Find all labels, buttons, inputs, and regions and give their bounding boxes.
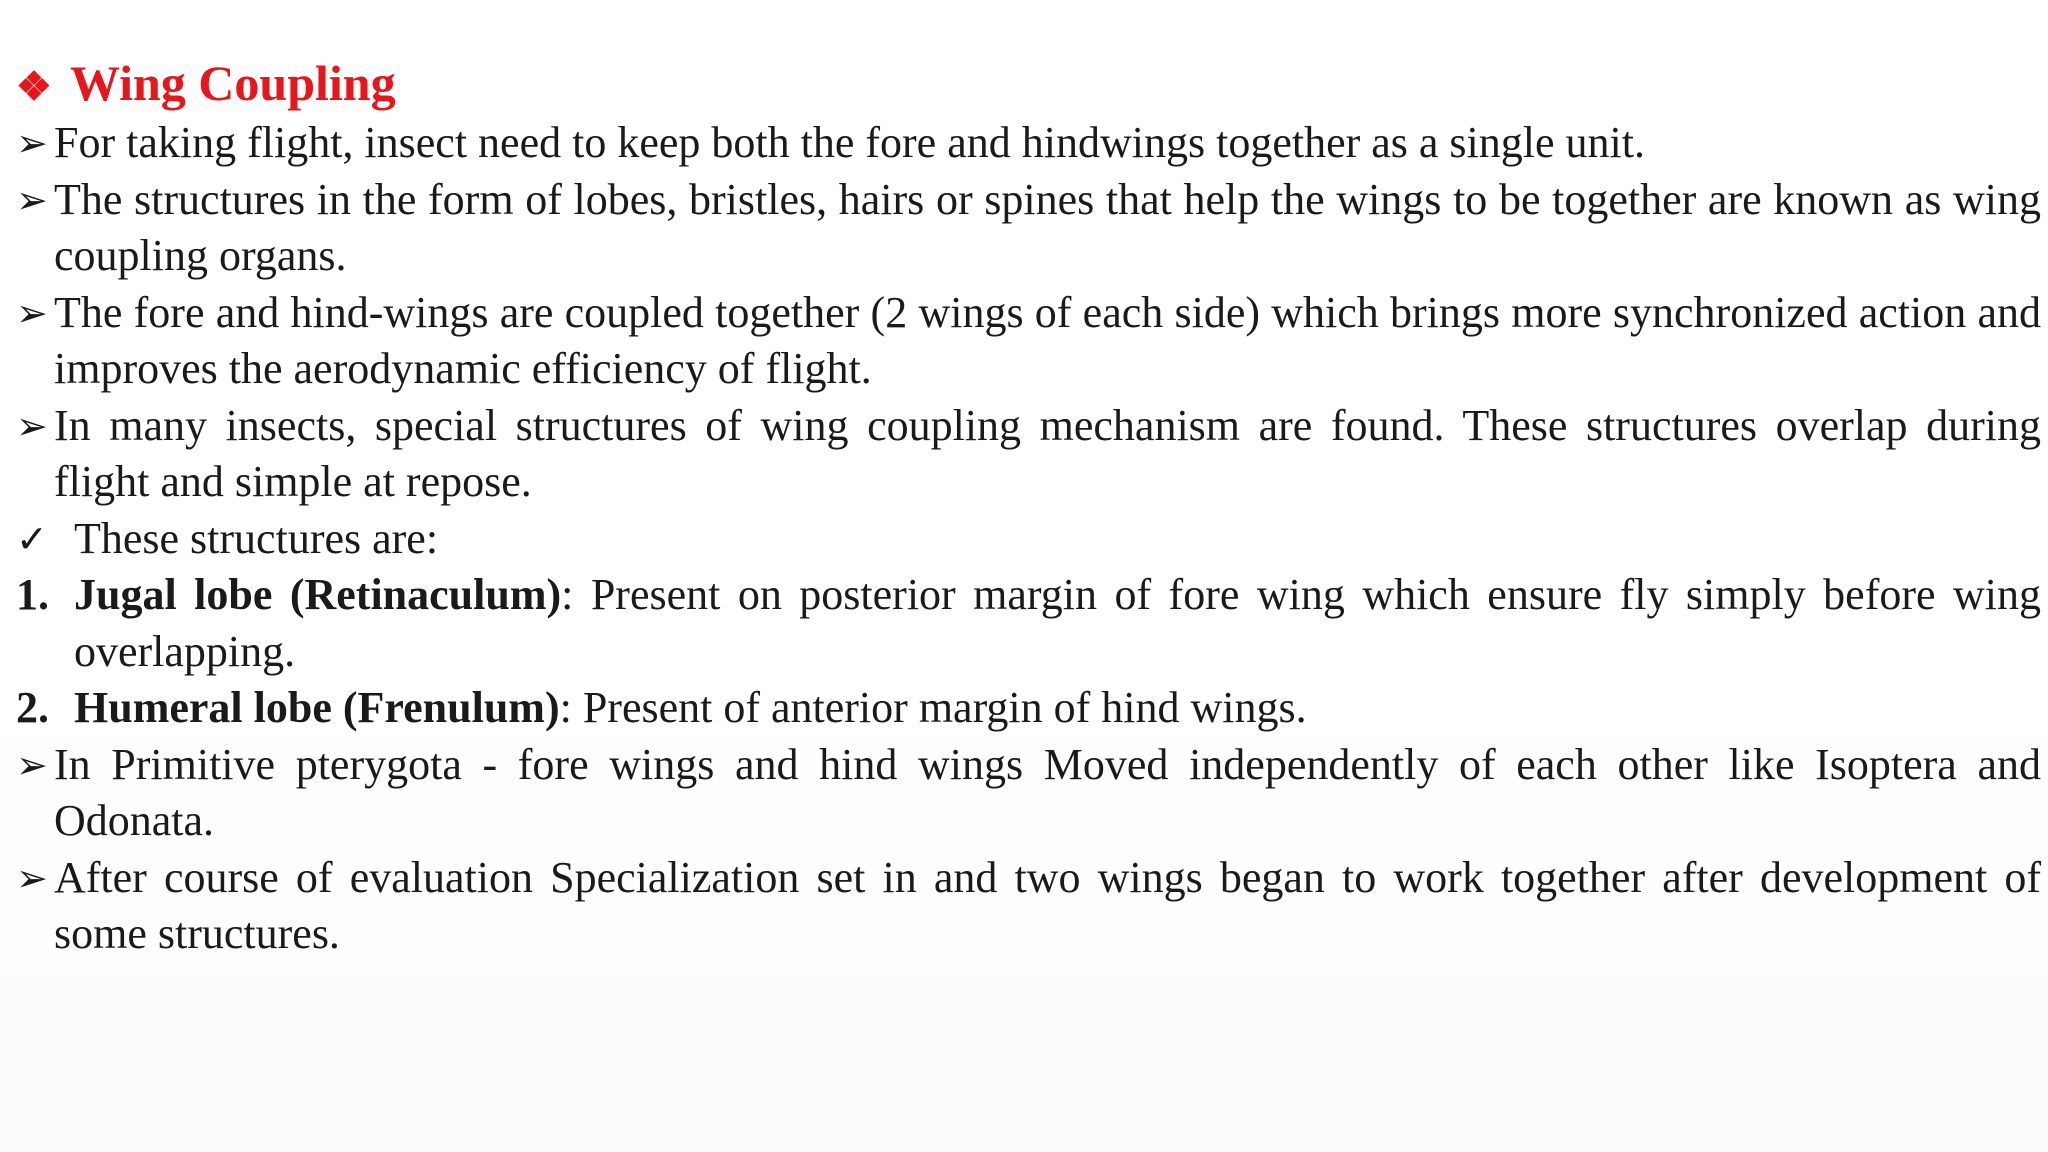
arrow-bullet-icon: ➢ [16,855,48,900]
checkmark-icon: ✓ [16,516,48,561]
numbered-item-description: : Present on posterior margin of fore wing which ensure fly simply before wing overlapping. [74,570,2041,676]
check-item-text: These structures are: [74,513,439,563]
bullet-text: After course of evaluation Specialization set in and two wings began to work together after development of some structures. [54,852,2041,958]
bullet-item [16,285,2041,398]
bullet-text: In Primitive pterygota - fore wings and hind wings Moved independently of each other like Isoptera and Odonata. [54,739,2041,845]
bullet-text: The fore and hind-wings are coupled together (2 wings of each side) which brings more synchronized action and improves the aerodynamic efficiency of flight. [54,287,2041,393]
bullet-item [16,172,2041,285]
bullet-text: In many insects, special structures of wing coupling mechanism are found. These structures overlap during flight and simple at repose. [54,400,2041,506]
check-item [16,511,2041,568]
bullet-item [16,115,2041,172]
numbered-item-text [74,567,2041,680]
arrow-bullet-icon: ➢ [16,290,48,335]
slide-title-text: Wing Coupling [70,55,396,111]
arrow-bullet-icon: ➢ [16,742,48,787]
numbered-item-description: : Present of anterior margin of hind wings. [559,683,1307,732]
arrow-bullet-icon: ➢ [16,121,48,165]
numbered-item-text [74,680,2041,737]
slide-content [16,52,2041,963]
numbered-item [16,680,2041,737]
arrow-bullet-icon: ➢ [16,177,48,222]
arrow-bullet-icon: ➢ [16,403,48,448]
bullet-item [16,850,2041,963]
bullet-text: The structures in the form of lobes, bristles, hairs or spines that help the wings to be together are known as wing coupling organs. [54,174,2041,280]
bullet-text: For taking flight, insect need to keep both the fore and hindwings together as a single unit. [54,118,1645,167]
numbered-item-term: Jugal lobe (Retinaculum) [74,570,562,619]
bullet-item [16,737,2041,850]
list-number: 2. [16,683,49,732]
list-number: 1. [16,570,49,619]
bullet-item [16,398,2041,511]
numbered-item [16,567,2041,680]
diamond-bullet-icon: ❖ [16,64,52,109]
numbered-item-term: Humeral lobe (Frenulum) [74,683,560,732]
slide-title [16,52,2041,115]
